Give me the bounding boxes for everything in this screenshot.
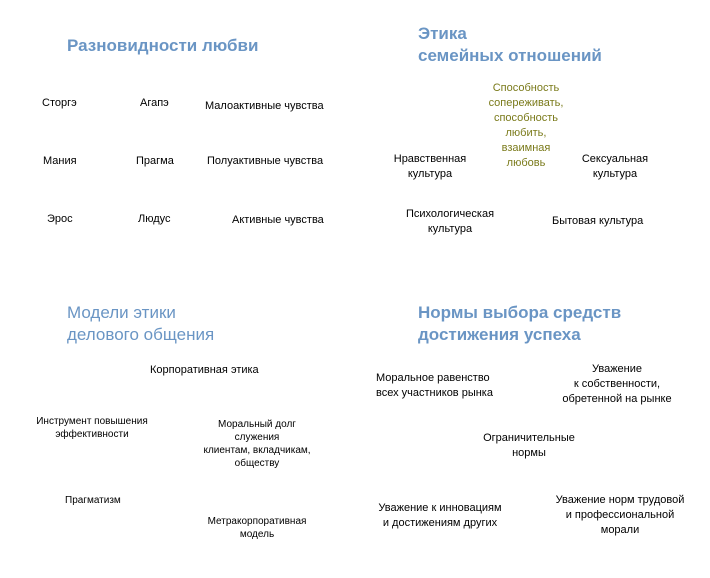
moral-equality-label xyxy=(376,371,493,401)
moral-culture-label xyxy=(380,152,480,182)
empathy-line-4: любить, xyxy=(505,127,547,139)
eros-label: Эрос xyxy=(47,213,73,225)
restrictive-norms-line-1: Ограничительные xyxy=(483,432,575,444)
family-ethics-title-line-1: Этика xyxy=(418,24,467,43)
household-culture-label: Бытовая культура xyxy=(552,215,644,227)
family-ethics-title-line-2: семейных отношений xyxy=(418,46,602,65)
labor-norms-line-2: и профессиональной xyxy=(565,509,675,521)
moral-duty-label xyxy=(187,418,327,470)
labor-norms-respect-label xyxy=(545,493,695,538)
psychological-culture-line-1: Психологическая xyxy=(405,208,495,220)
pragmatism-label: Прагматизм xyxy=(65,495,121,506)
business-ethics-title-line-2: делового общения xyxy=(67,325,215,344)
property-respect-label xyxy=(547,362,687,407)
efficiency-instrument-line-2: эффективности xyxy=(55,429,129,440)
family-ethics-title xyxy=(418,23,602,67)
moral-duty-line-4: обществу xyxy=(234,458,280,469)
sexual-culture-label xyxy=(565,152,665,182)
property-respect-line-3: обретенной на рынке xyxy=(562,393,672,405)
low-active-feelings-label: Малоактивные чувства xyxy=(205,100,324,112)
property-respect-line-2: к собственности, xyxy=(573,378,661,390)
success-norms-title xyxy=(418,302,621,346)
corporate-ethics-label: Корпоративная этика xyxy=(150,364,259,376)
empathy-line-5: взаимная xyxy=(501,142,551,154)
restrictive-norms-label xyxy=(469,431,589,461)
ludus-label: Людус xyxy=(138,213,171,225)
labor-norms-line-1: Уважение норм трудовой xyxy=(555,494,685,506)
success-norms-title-line-2: достижения успеха xyxy=(418,325,581,344)
efficiency-instrument-line-1: Инструмент повышения xyxy=(36,416,148,427)
semi-active-feelings-label: Полуактивные чувства xyxy=(207,155,324,167)
psychological-culture-label xyxy=(390,207,510,237)
business-ethics-models-title xyxy=(67,302,214,346)
metacorporate-model-line-1: Метракорпоративная xyxy=(207,516,307,527)
pragma-label: Прагма xyxy=(136,155,174,167)
metacorporate-model-label xyxy=(197,515,317,541)
empathy-line-2: сопереживать, xyxy=(488,97,564,109)
property-respect-line-1: Уважение xyxy=(591,363,643,375)
sexual-culture-line-2: культура xyxy=(592,168,638,180)
empathy-line-6: любовь xyxy=(506,157,546,169)
love-types-title: Разновидности любви xyxy=(67,36,259,55)
labor-norms-line-3: морали xyxy=(600,524,640,536)
active-feelings-label: Активные чувства xyxy=(232,214,324,226)
agape-label: Агапэ xyxy=(140,97,169,109)
metacorporate-model-line-2: модель xyxy=(239,529,275,540)
moral-equality-line-2: всех участников рынка xyxy=(376,387,493,399)
moral-duty-line-3: клиентам, вкладчикам, xyxy=(203,445,311,456)
moral-culture-line-1: Нравственная xyxy=(393,153,467,165)
psychological-culture-line-2: культура xyxy=(427,223,473,235)
efficiency-instrument-label xyxy=(27,415,157,441)
success-norms-title-line-1: Нормы выбора средств xyxy=(418,303,622,322)
storge-label: Сторгэ xyxy=(42,97,77,109)
moral-culture-line-2: культура xyxy=(407,168,453,180)
innovation-respect-line-2: и достижениям других xyxy=(382,517,498,529)
empathy-line-3: способность xyxy=(493,112,559,124)
innovation-respect-label xyxy=(370,501,510,531)
moral-duty-line-1: Моральный долг xyxy=(218,419,296,430)
sexual-culture-line-1: Сексуальная xyxy=(581,153,649,165)
business-ethics-title-line-1: Модели этики xyxy=(67,303,176,322)
restrictive-norms-line-2: нормы xyxy=(512,447,546,459)
innovation-respect-line-1: Уважение к инновациям xyxy=(378,502,502,514)
moral-equality-line-1: Моральное равенство xyxy=(376,372,490,384)
moral-duty-line-2: служения xyxy=(234,432,280,443)
mania-label: Мания xyxy=(43,155,77,167)
empathy-line-1: Способность xyxy=(492,82,560,94)
